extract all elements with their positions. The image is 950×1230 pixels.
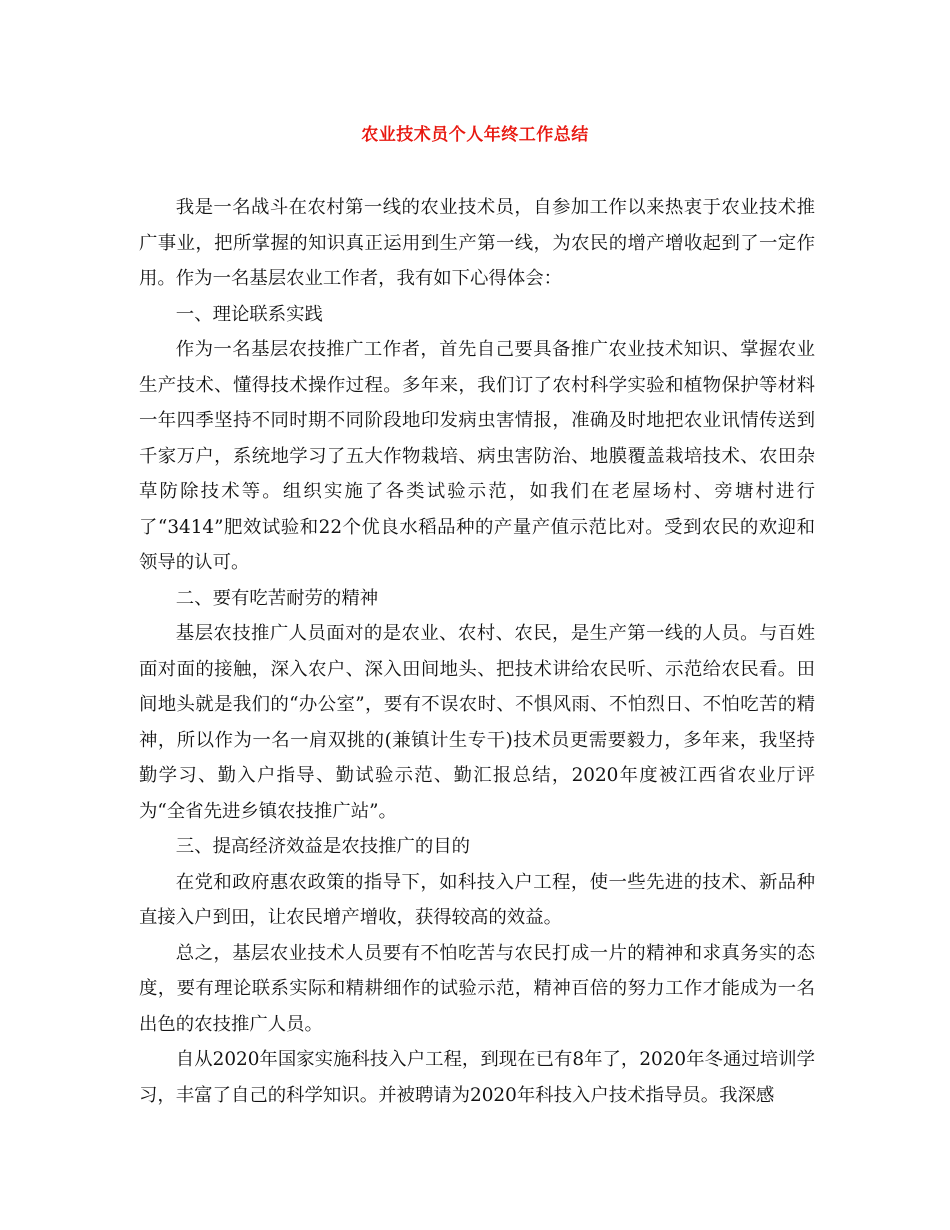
document-title: 农业技术员个人年终工作总结 <box>361 125 589 145</box>
paragraph-intro: 我是一名战斗在农村第一线的农业技术员，自参加工作以来热衷于农业技术推广事业，把所掌握的知识真正运用到生产第一线，为农民的增产增收起到了一定作用。作为一名基层农业工作者，我有如下心得体会： <box>139 197 815 289</box>
section-heading-3: 三、提高经济效益是农技推广的目的 <box>175 836 471 857</box>
paragraph-summary: 总之，基层农业技术人员要有不怕吃苦与农民打成一片的精神和求真务实的态度，要有理论联系实际和精耕细作的试验示范，精神百倍的努力工作才能成为一名出色的农技推广人员。 <box>139 942 815 1035</box>
document-body <box>139 190 815 1113</box>
paragraph-section-1: 作为一名基层农技推广工作者，首先自己要具备推广农业技术知识、掌握农业生产技术、懂得技术操作过程。多年来，我们订了农村科学实验和植物保护等材料一年四季坚持不同时期不同阶段地印发病虫害情报，准确及时地把农业讯情传送到千家万户，系统地学习了五大作物栽培、病虫害防治、地膜覆盖栽培技术、农田杂草防除技术等。组织实施了各类试验示范，如我们在老屋场村、旁塘村进行了“3414”肥效试验和22个优良水稻品种的产量产值示范比对。受到农民的欢迎和领导的认可。 <box>139 339 815 573</box>
paragraph-section-3: 在党和政府惠农政策的指导下，如科技入户工程，使一些先进的技术、新品种直接入户到田，让农民增产增收，获得较高的效益。 <box>139 871 815 928</box>
section-heading-1: 一、理论联系实践 <box>175 303 323 325</box>
section-heading-2: 二、要有吃苦耐劳的精神 <box>175 587 379 609</box>
paragraph-continued: 自从2020年国家实施科技入户工程，到现在已有8年了，2020年冬通过培训学习，丰富了自己的科学知识。并被聘请为2020年科技入户技术指导员。我深感 <box>139 1049 815 1106</box>
paragraph-section-2: 基层农技推广人员面对的是农业、农村、农民，是生产第一线的人员。与百姓面对面的接触，深入农户、深入田间地头、把技术讲给农民听、示范给农民看。田间地头就是我们的“办公室”，要有不误农时、不惧风雨、不怕烈日、不怕吃苦的精神，所以作为一名一肩双挑的(兼镇计生专干)技术员更需要毅力，多年来，我坚持勤学习、勤入户指导、勤试验示范、勤汇报总结，2020年度被江西省农业厅评为“全省先进乡镇农技推广站”。 <box>139 623 815 822</box>
